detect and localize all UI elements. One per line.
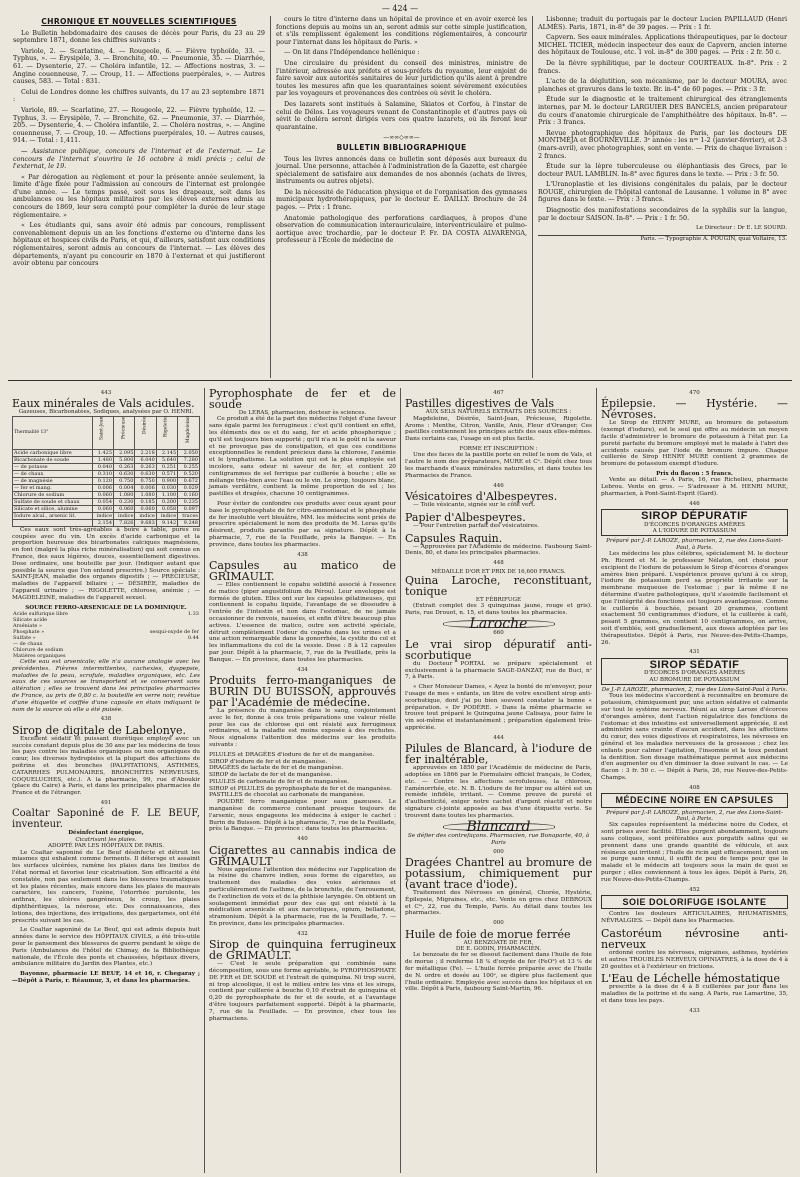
ad-number: 470 [689, 390, 700, 396]
ad-subtitle: FORME ET INSCRIPTION : [459, 446, 538, 452]
ad-text: — C'est le seule préparation qui combinée sans décomposition, sous une forme agréable, le PYROPHOSPHATE DE FER et DE SOUDE et l'extrait de quinquina. Ni trop sucré, ni trop alcoolique, il est le milieu entre les vins et les sirops, contient par cuillerée à bouche 0,10 d'extrait de quinquina et 0,20 de pyrophosphate de fer et de soude, et a l'avantage d'être toujours parfaitement supporté. Dépôt à la pharmacie, 7, rue de la Feuillade. — En province, chez tous les pharmaciens. [209, 961, 396, 1022]
ad-subtitle: Gazeuses, Bicarbonatées, Sodiques, analysées par O. HENRI. [18, 409, 194, 416]
bibliography-item: De la nécessité de l'éducation physique et de l'organisation des gymnases municipaux hydrothérapiques, par le docteur E. DAILLY. Brochure de 24 pages. — Prix : 1 franc. [276, 187, 527, 212]
ad-number: 446 [689, 500, 700, 507]
ad-subtitle: Préparé par J.-P. LAROZE, pharmacien, 2, rue des Lions-Saint-Paul, à Paris. [606, 809, 783, 822]
table-cell: 9.248 [178, 519, 200, 526]
ad-subtitle: ET FÉBRIFUGE [475, 597, 522, 603]
table-cell: Silicate acide [13, 616, 48, 623]
director-line: Le Directeur : Dr E. LE SOURD. [695, 225, 787, 232]
ad-text: Pour éviter de confondre ces produits avec ceux ayant pour base le pyrophosphate de fer citro-ammoniacal et le phosphate de fer insoluble vert bleuâtre, MM. les médecins sont priés de prescrire spécialement le nom des produits de M. Leras qu'ils désirent, produits garantis par sa signature. Dépôt à la pharmacie, 7, rue de la Feuillade, près la Banque. — En province, dans toutes les pharmacies. [209, 500, 396, 548]
ad-text: Ces eaux sont très-agréables à boire à table, pures ou coupées avec du vin. Un excès d'acide carbonique et la proportion heureuse des bicarbonates calciques magnésiens, en font (malgré la plus riche minéralisation) qui soit connue en France, des eaux légères, douces, essentiellement digestives. Dose ordinaire, une bouteille par jour. (Indiquer autant que possible la source que l'on entend prescrire.) Source spéciale : SAINT-JEAN, maladie des organes digestifs ; — PRÉCIEUSE, maladies de l'appareil biliaire ; — DÉSIRÉE, maladies de l'appareil urinaire ; — RIGOLETTE, chlorose, anémie ; — MAGDELEINE, maladies de l'appareil sexuel. [12, 526, 200, 601]
ad-title: Papier d'Albespeyres. [405, 510, 526, 524]
ad-number: 438 [297, 551, 308, 558]
table-cell: 0.006 [135, 484, 156, 491]
ad-text: POUDRE ferro manganique pour eaux gazeuses. Le manganèse de commerce contenant presque toujours de l'arsenic, nous engageons les médecins à exiger le cachet : Burin du Buisson. Dépôt à la pharmacie, 7, rue de la Feuillade, près la Banque. — En province : dans toutes les pharmacies. [209, 799, 396, 833]
table-cell: 9.142 [156, 519, 177, 526]
ad-text: approuvées en 1850 par l'Académie de médecine de Paris, adoptées en 1866 par le Formulaire officiel français, le Codex, etc. — Contre les affections scrofuleuses, la chlorose, l'aménorrhée, etc. N. B. L'iodure de fer impur ou altéré est un remède infidèle, irritant. — Comme preuve de pureté et d'authenticité, exiger notre cachet d'argent réactif et notre signature ci-jointe apposée au bas d'une étiquette verte. Se trouvent dans toutes les pharmacies. [405, 765, 592, 819]
column-header: Magdeleine [178, 416, 200, 449]
table-cell: 9.683 [135, 519, 156, 526]
table-cell: 0.185 [135, 498, 156, 505]
table-cell: 0.040 [92, 463, 113, 470]
bibliography-item: Lisbonne; traduit du portugais par le docteur Lucien PAPILLAUD (Henri ALMÈS). Paris, 1871, in-8° de 39 pages. — Prix : 1 fr. [538, 16, 787, 31]
table-cell: 0.120 [92, 477, 113, 484]
table-cell: Chlorure de sodium [13, 491, 93, 498]
table-cell: indice [156, 512, 177, 519]
table-cell: — de magnésie [13, 477, 93, 484]
ad-title: Coaltar Saponiné de F. LE BEUF, inventeur. [12, 808, 200, 831]
chronicle-heading: CHRONIQUE ET NOUVELLES SCIENTIFIQUES [41, 17, 237, 26]
ad-text: Se défier des contrefaçons. Pharmacien, rue Bonaparte, 40, à Paris [407, 832, 590, 846]
table-cell: 2.145 [156, 449, 177, 456]
table-cell: 1.33 [187, 610, 199, 617]
ad-title: Pastilles digestives de Vals [405, 397, 554, 411]
table-cell: Sulfate de soude et chaux [13, 498, 93, 505]
bibliography-item: L'acte de la déglutition, son mécanisme, par le docteur MOURA, avec planches et gravures dans le texte. Br. in-4° de 60 pages. — Prix : 3 fr. [538, 77, 787, 93]
ad-title: Eaux minérales de Vals acidules. [12, 397, 195, 411]
bibliography-item: Revue photographique des hôpitaux de Paris, par les docteurs DE MONTMÉJA et BOURNEVILLE. 3ᵉ année : les nᵒˢ 1-2 (janvier-février), et 2-3 (mars-avril), avec photographies, sont en vente. — Prix de chaque livraison : 2 francs. [538, 128, 787, 160]
table-cell: 2.154 [92, 519, 113, 526]
table-cell: 0.672 [178, 477, 200, 484]
chronicle-paragraph: « Les étudiants qui, sans avoir été admis par concours, remplissent convenablement depuis un an les fonctions d'externe ou d'interne dans les hôpitaux et hospices civils de Paris, et qui, d'ailleurs, satisfont aux conditions réglementaires, seront admis au concours de l'internat. — Les élèves des départements, n'ayant pu concourir en 1870 à l'externat et qui justifieront avoir obtenu par concours [13, 221, 265, 268]
table-cell: 0.900 [156, 477, 177, 484]
news-column [270, 16, 532, 378]
ad-title: Le vrai sirop dépuratif anti-scorbutique [405, 637, 592, 662]
signature-laroche: Laroche [443, 620, 555, 628]
ad-address: Bayonne, pharmacie LE BEUF, 14 et 16, r. Chegaray ; —Dépôt à Paris, r. Réaumur, 3, et dans les pharmacies. [12, 971, 200, 984]
ad-text: Vente au détail. — A Paris, 16, rue Richelieu, pharmacie Lebrou. Vente en gros. — S'adresser à M. HENRI MURE, pharmacien, à Pont-Saint-Esprit (Gard). [601, 477, 788, 497]
ad-text: — Approuvées par l'Académie de médecine. Faubourg Saint-Denis, 80, et dans les principales pharmacies. [405, 543, 592, 557]
chronicle-column [8, 16, 270, 378]
ad-number: 452 [689, 886, 700, 893]
ad-text: Le benzoate de fer se dissout facilement dans l'huile de foie de morue ; il renferme 18 ℅ d'oxyde de fer (FeO²) et 13 ℅ de fer métallique (Fe). — L'huile ferrée préparée avec de l'huile de N. ordre et dosée au 100ᵉ, se digère plus facilement que l'huile ordinaire. Employée avec succès dans les hôpitaux et en ville. Dépôt à Paris, faubourg Saint-Martin, 96. [405, 952, 592, 993]
table-cell: 0.060 [92, 491, 113, 498]
news-paragraph: Des lazarets sont institués à Salamine, Skiatos et Corfou, à l'instar de celui de Délos. Les voyageurs venant de Constantinople et d'autres pays où sévit le choléra seront dirigés vers ces quatre lazarets, où ils feront leur quarantaine. [276, 99, 527, 131]
ad-title: Sirop de digitale de Labelonye. [12, 723, 187, 737]
ad-title: Produits ferro-manganiques de BURIN DU BUISSON, approuvés par l'Académie de médecine. [209, 673, 396, 709]
table-cell: 2.095 [114, 449, 135, 456]
table-cell: — de chaux [13, 470, 93, 477]
ad-text: — Toile vésicante, signée sur le côté vert. [413, 502, 536, 508]
ad-number: 467 [493, 390, 504, 396]
ornament-divider: —∞∞◇∞∞— [383, 134, 420, 142]
ad-text: « Cher Monsieur Dames, « Ayez la bonté de m'envoyer, pour l'usage de mes « enfants, un litre de votre excellent sirop anti-scorbutique, dont j'ai pu bien souvent constater la bonne « préparation. « Dr PODÉRE. » Dans la même pharmacie se trouve tout préparé le Quinquina jaune Calisaya, pour faire le vin soi-même et instantanément ; préparation également très-appréciée. [405, 684, 592, 731]
table-cell: 0.060 [135, 505, 156, 512]
table-cell: 0.097 [178, 505, 200, 512]
ad-text: Le Coaltar saponiné de Le Beuf, qui est admis depuis huit années dans le service des HÔPITAUX CIVILS, a été très-utile pour le pansement des blessures de guerre pendant le siège de Paris (Ambulances de l'hôtel de Chimay, de la Bibliothèque nationale, de l'École des ponts et chaussées, hôpitaux divers, ambulance militaire du Jardin des Plantes, etc.) [12, 927, 200, 968]
ad-subtitle: AUX SELS NATURELS EXTRAITS DES SOURCES : [425, 409, 572, 416]
ad-text: Contre les douleurs ARTICULAIRES, RHUMATISMES, NÉVRALGIES. — Dépôt dans les Pharmacies. [601, 911, 788, 925]
table-row [13, 463, 200, 470]
table-cell: 0.235 [178, 498, 200, 505]
table-cell: 0.054 [92, 498, 113, 505]
ad-number: 660 [493, 630, 504, 637]
ad-text: La présence du manganèse dans le sang, conjointement avec le fer, donne à ces trois préparations une valeur réelle pour les cas de chlorose qui ont résisté aux ferrugineux ordinaires, et la maladie est moins exposée à des rechutes. Nous signalons l'attention des médecins sur les produits suivants : [209, 707, 396, 748]
signature-blancard: Blancard [443, 823, 555, 831]
ad-number: 433 [689, 1007, 700, 1014]
table-cell: 0.263 [114, 463, 135, 470]
ad-subtitle: MÉDAILLE D'OR ET PRIX DE 16,600 FRANCS. [431, 568, 566, 575]
column-header: Saint-Jean [92, 416, 113, 449]
ad-subtitle: De J.-P. LAROZE, pharmacien, 2, rue des Lions-Saint-Paul à Paris. [601, 687, 788, 693]
ad-text: — Pour l'entretien parfait des vésicatoires. [413, 522, 539, 529]
chronicle-paragraph: « Par dérogation au règlement et pour la présente année seulement, la limite d'âge fixée pour l'admission au concours de l'internat est prolongée d'une année. — Le temps passé, soit sous les drapeaux, soit dans les ambulances ou les hôpitaux militaires par les élèves externes admis au concours de 1869, leur sera compté pour compléter la durée de leur stage réglementaire. » [13, 172, 265, 219]
advertisements-section [8, 388, 792, 1173]
ad-title: MÉDECINE NOIRE EN CAPSULES [615, 795, 774, 806]
ad-title: Pyrophosphate de fer et de soude [209, 388, 396, 411]
table-cell: 1.080 [114, 491, 135, 498]
table-cell: 2.218 [135, 449, 156, 456]
ad-text: Traitement des Névroses en général, Chorée, Hystérie, Épilepsie, Migraines, etc., etc. Vente en gros chez DEBROUX et Cⁱᵉ, 22, rue du Temple, Paris. Au détail dans toutes les pharmacies. [405, 889, 592, 917]
ad-title: Capsules au matico de GRIMAULT. [209, 558, 396, 583]
table-cell: Arséniate » [13, 622, 42, 629]
table-row [13, 456, 200, 463]
table-cell: 0.255 [178, 463, 200, 470]
sirop-sedatif-box [601, 658, 788, 685]
ad-title: Dragées Chantrel au bromure de potassium, chimiquement pur (avant trace d'iode). [405, 855, 592, 891]
list-item: PASTILLES de chocolat au carbonate de manganèse. [209, 792, 365, 799]
ad-column-3 [400, 388, 596, 1173]
ad-subtitle: D'ÉCORCES D'ORANGES AMÈRES [643, 670, 746, 677]
ad-subtitle: Désinfectant énergique, [68, 830, 144, 837]
ad-text: Les médecins les plus célèbres, spécialement M. le docteur Ph. Ricord et M. le professeur Nélaton, ont choisi pour excipient de l'iodure de potassium le Sirop d'écorces d'oranges amères bien préparé. L'expérience prouve qu'uni à ce sirop, l'iodure de potassium perd sa propriété irritante sur la membrane muqueuse de l'estomac ; par là même il ne détermine d'autre pathologiques, qu'il s'assimile facilement et que l'intégrité des fonctions est toujours avantageuse. Comme le cuillerée à bouchée, pesant 20 grammes, contient exactement 50 centigrammes d'iodure, et la cuillerée à café, pesant 5 grammes, en contient 10 centigrammes, on arrive, soit d'emblée, soit graduellement, aux doses adoptées par les thérapeutistes. Dépôt à Paris, rue Neuve-des-Petits-Champs, 26. [601, 551, 788, 646]
medecine-noire-box [601, 793, 788, 807]
ad-text: Six capsules représentent la médecine noire du Codex, et sont prises avec facilité. Elles purgent abondamment, toujours sans coliques, sont préférables aux purgatifs salins qui se prennent dans une grande quantité de véhicule, et aux résineux qui irritent ; l'huile de ricin agit efficacement, dont on se purge sans ennui, il suffit de peu de temps pour que le malade et le médecin ait toujours sous la main de quoi se purger ; elles conviennent à tous les âges. Dépôt à Paris, 26, rue Neuve-des-Petits-Champs. [601, 822, 788, 883]
table-cell: indice [114, 512, 135, 519]
news-paragraph: Une circulaire du président du conseil des ministres, ministre de l'intérieur, adressée aux préfets et sous-préfets du royaume, leur enjoint de faire savoir aux autorités sanitaires de leur juridiction qu'ils aient à prendre toutes les mesures afin que les quarantaines soient sévèrement exécutées par les voyageurs et provenances des contrées où sévit le choléra. [276, 58, 527, 98]
table-cell: 0.004 [114, 484, 135, 491]
section-divider [8, 380, 792, 381]
ad-number: 432 [297, 930, 308, 937]
ad-title: Pilules de Blancard, à l'iodure de fer inaltérable, [405, 742, 592, 767]
ad-number: 438 [100, 716, 112, 723]
bibliography-heading: BULLETIN BIBLIOGRAPHIQUE [336, 142, 467, 152]
ad-subtitle: AU BROMURE DE POTASSIUM [649, 676, 740, 683]
list-item: SIROP de lactate de fer et de manganèse. [209, 772, 333, 779]
ad-number: 431 [689, 649, 700, 656]
news-paragraph: cours le titre d'interne dans un hôpital de province et en avoir exercé les fonctions depuis au moins un an, seront admis sur cette simple justification, et s'ils remplissent également les conditions réglementaires, à concourir pour l'internat dans les hôpitaux de Paris. » [276, 16, 527, 46]
ad-text: Ce produit a été de la part des médecins l'objet d'une faveur sans égale parmi les ferrugineux : c'est qu'il contient en effet, les éléments des os et du sang, fer et acide phosphorique ; qu'il est toujours bien supporté ; qu'il n'a ni le goût ni la saveur et ne provoque pas de constipation, et que ces conditions exceptionnelles le rendent précieux dans la chlorose, l'anémie et le lymphatisme. La solution qui est la plus employée est incolore, sans odeur ni saveur de fer, et contient 20 centigrammes de sel ferrique par cuillerée à bouche ; elle se mélange très-bien avec l'eau ou le vin. Le sirop, toujours blanc, jamais verdâtre, contient la même proportion de sel ; les pastilles et dragées, chacune 10 centigrammes. [209, 416, 396, 498]
table-cell: 1.425 [92, 449, 113, 456]
ad-subtitle: D'ÉCORCES D'ORANGES AMÈRES [643, 521, 746, 528]
ad-title: L'Eau de Léchelle hémostatique [601, 972, 781, 986]
table-cell: Bicarbonate de soude [13, 456, 93, 463]
table-cell: 0.030 [156, 484, 177, 491]
ad-text: ordonné contre les névroses, migraines, asthmes, hystéries et autres TROUBLES NERVEUX OPINIATRES, à la dose de 4 à 20 gouttes et à l'extérieur en frictions. [601, 949, 788, 970]
ad-subtitle: SOURCE FERRO-ARSENICALE DE LA DOMINIQUE. [25, 604, 187, 611]
ad-text: Magdeleine, Désirée, Saint-Jean, Précieuse, Rigolette. Aroms : Menthe, Citron, Vanille, Anis, Fleur d'Oranger. Ces pastilles contiennent les principes actifs des eaux elles-mêmes. Dans certains cas, l'usage en est plus facile. [405, 415, 592, 443]
table-cell: Iodure alcal., arsenic lit. [13, 512, 93, 519]
bibliography-item: Étude sur la lèpre tuberculeuse ou éléphantiasis des Grecs, par le docteur PAUL LAMBLIN. In-8° avec figures dans le texte. — Prix : 3 fr. 50. [538, 162, 787, 178]
ad-number: 434 [297, 666, 308, 673]
ad-text: Excellent sédatif et puissant diurétique employé avec un succès constant depuis plus de 30 ans par les médecins de tous les pays contre les maladies organiques ou non organiques du cœur, les diverses hydropisies et la plupart des affections de poitrine et des bronches (PALPITATIONS, ASTHMES, CATARRHES PULMONAIRES, BRONCHITES NERVEUSES, COQUELUCHES, etc.). A la pharmacie, 99, rue d'Aboukir (place du Caire) à Paris, et dans les principales pharmacies de France et de l'étranger. [12, 735, 200, 797]
ad-subtitle: ADOPTÉ PAR LES HÔPITAUX DE PARIS. [48, 843, 164, 850]
dominique-table [12, 611, 200, 659]
chronicle-paragraph: Variole, 2. — Scarlatine, 4. — Rougeole, 6. — Fièvre typhoïde, 33. — Typhus, ». — Érysipèle, 3. — Bronchite, 40. — Pneumonie, 35. — Diarrhée, 61. — Dysenterie, 27. — Choléra infantile, 12. — Affections nostras, 3. — Angine couenneuse, 7. — Croup, 11. — Affections puerpérales, ». — Autres causes, 583. — Total : 831. [13, 46, 265, 86]
table-cell: 0.520 [178, 470, 200, 477]
table-cell: traces [178, 512, 200, 519]
ad-subtitle: De LERAS, pharmacien, docteur ès sciences. [238, 410, 367, 416]
table-cell: 0.200 [156, 498, 177, 505]
ad-text: — Elles contiennent le copahu solidifié associé à l'essence de matico (piper angustifolium du Pérou). Leur enveloppe est formée de gluten. Elles ont sur les capsules gélatineuses, qui contiennent le copahu liquide, l'avantage de se dissoudre à l'entrée de l'intestin et non dans l'estomac, de ne jamais occasionner de renvois, nausées, et enfin d'être beaucoup plus actives. L'essence de matico, outre son activité spéciale, détruit complètement l'odeur du copahu dans les urines et a une action remarquable dans la gonorrhée, la cystite du col et les inflammations du col de la vessie. Dose : 8 à 12 capsules par jour. Dépôt à la pharmacie, 7, rue de la Feuillade, près la Banque. — En province, dans toutes les pharmacies. [209, 581, 396, 663]
ad-text: Le Sirop de HENRY MURE, au bromure de potassium (exempt d'iodure), est le seul qui offre au médecin un moyen facile d'administrer le bromure de potassium à l'état pur. La pureté parfaite du bromure employé met le malade à l'abri des accidents causés par l'iode de bromure impure. Chaque cuillerée de Sirop HENRY MURE contient 2 grammes de bromure de potassium exempt d'iodure. [601, 420, 788, 468]
ad-text: Nous appelons l'attention des médecins sur l'application de la résine du chanvre indien, sous forme de cigarettes, au traitement des maladies des voies aériennes et particulièrement de l'asthme, de la bronchite, de l'enrouement, de l'extinction de voix et de la phthisie laryngée. On obtient un soulagement immédiat pour des cas qui ont résisté à la médication arsenicale et aux narcotiques, opium, belladone, stramonium. Dépôt à la pharmacie, rue de la Feuillade, 7. — En province, dans les principales pharmacies. [209, 866, 396, 928]
ad-title: Sirop de quinquina ferrugineux de GRIMAULT. [209, 938, 396, 963]
ad-column-4 [596, 388, 792, 1173]
ad-text: du Docteur PORTAL se prépare spécialement et exclusivement à la pharmacie SAGE-DANZAT, rue de Buci, nᵒ 7, à Paris. [405, 660, 592, 681]
table-row [13, 512, 200, 519]
table-cell: Sulfate » [13, 634, 36, 641]
table-cell: 0.006 [92, 484, 113, 491]
table-cell: 0.310 [92, 470, 113, 477]
ad-number: 444 [493, 734, 504, 741]
table-cell: Phosphate » [13, 628, 45, 635]
table-row [13, 505, 200, 512]
product-list [209, 752, 396, 800]
ad-column-2 [204, 388, 400, 1173]
column-header: Précieuse [114, 416, 135, 449]
ad-number: 446 [493, 482, 504, 489]
soie-box [601, 895, 788, 909]
column-header: Désirée [135, 416, 156, 449]
list-item: DRAGÉES de lactate de fer et de manganèse. [209, 765, 344, 772]
page-number: — 424 — [381, 4, 419, 13]
table-cell: 0.44 [187, 634, 199, 641]
bibliography-item: Anatomie pathologique des perforations cardiaques, à propos d'une observation de communication interauriculaire, interventriculaire et pulmo-aortique avec trochardie, par le docteur P. Fr. DA COSTA ALVARENGA, professeur à l'École de médecine de [276, 213, 527, 245]
column-header: Thermalité 13° [13, 416, 93, 449]
news-paragraph: — On lit dans l'Indépendance hellénique : [284, 48, 420, 57]
table-cell: 0.630 [135, 470, 156, 477]
ad-subtitle: AU BENZOATE DE FER, [463, 939, 534, 946]
ad-number: 443 [100, 390, 112, 396]
ad-subtitle: Cicatrisant les plaies. [75, 836, 137, 843]
ad-text: prescrite à la dose de 4 à 8 cuillerées par jour dans les maladies de la poitrine et du sang. A Paris, rue Lamartine, 35, et dans tous les pays. [601, 984, 788, 1004]
list-item: SIROP d'iodure de fer et de manganèse. [209, 758, 328, 765]
bibliography-item: Diagnostic des manifestations secondaires de la syphilis sur la langue, par le docteur SAISON. In-8°. — Prix : 1 fr. 50. [538, 206, 787, 222]
table-cell: 2.050 [178, 449, 200, 456]
table-cell: 0.251 [156, 463, 177, 470]
chronicle-paragraph: Celui de Londres donne les chiffres suivants, du 17 au 23 septembre 1871 : [13, 87, 265, 104]
table-cell: — de chaux [13, 640, 43, 647]
table-cell: 0.058 [156, 505, 177, 512]
chronicle-paragraph: Le Bulletin hebdomadaire des causes de décès pour Paris, du 23 au 29 septembre 1871, donne les chiffres suivants : [13, 28, 265, 45]
table-cell: 1.100 [156, 491, 177, 498]
ad-title: Huile de foie de morue ferrée [405, 927, 571, 941]
ad-text: (Extrait complet des 3 quinquinas jaune, rouge et gris). Paris, rue Drouot, n. 15, et dans toutes les pharmacies. [405, 603, 592, 617]
table-header-row [13, 416, 200, 449]
ad-column-1 [8, 388, 204, 1173]
table-cell: — de potasse [13, 463, 93, 470]
ad-number: 000 [493, 920, 504, 927]
table-cell: — fer et mang. [13, 484, 93, 491]
table-cell: 6.040 [135, 456, 156, 463]
ad-text: Tous les médecins s'accordent à reconnaître en bromure de potassium, chimiquement pur, une action sédative et calmante sur tout le système nerveux. Réuni au sirop Laroze d'écorces d'oranges amères, dont l'action régulatrice des fonctions de l'estomac et des intestins est universellement appréciée, il est administré sans crainte d'aucun accident, dans les affections du cœur, des voies digestives et respiratoires, les névroses en général et les maladies nerveuses de la grossesse ; chez les enfants pour calmer l'agitation, l'insomnie et la toux pendant la dentition. Son dosage mathématique permet aux médecins d'en augmenter ou d'en diminuer la dose suivant le cas. — Le flacon : 3 fr. 50 c. — Dépôt à Paris, 26, rue Neuve-des-Petits-Champs. [601, 693, 788, 781]
table-cell: 5.640 [156, 456, 177, 463]
table-cell: Chlorure de sodium [13, 646, 64, 653]
printer-line: Paris. — Typographie A. POUGIN, quai Voltaire, 13. [538, 235, 787, 244]
table-cell: 0.160 [178, 491, 200, 498]
ad-title: Vésicatoires d'Albespeyres. [405, 490, 558, 503]
table-cell: 1.480 [92, 456, 113, 463]
ad-price: Prix du flacon : 5 francs. [656, 470, 733, 477]
chronicle-paragraph: — Assistance publique, concours de l'internat et de l'externat. — Le concours de l'internat s'ouvrira le 16 octobre à midi précis ; celui de l'externat, le 19. [13, 146, 265, 171]
ad-title: SIROP SÉDATIF [649, 658, 740, 671]
bibliography-item: De la fièvre syphilitique, par le docteur COURTEAUX. In-8°. Prix : 2 francs. [538, 58, 787, 75]
ad-text: Le Coaltar saponiné de Le Beuf désinfecte et détruit les miasmes qui exhalent comme ferments. Il détersge et assainit les surfaces ulcérées, ramène les plaies dans les limites de l'état normal et favorise leur cicatrisation. Son efficacité a été constatée, non pas seulement dans les blessures traumatiques et les plaies récentes, mais encore dans les plaies de mauvais caractère, les cancers, l'ozène, l'otorrhée purulente, les anthrax, les ulcères gangréneux, le croup, les plaies diphthéritiques, la néerose, etc. Des connaissances, des lotions, des injections, des irrigations, des gargarismes, ont été prescrits suivant les cas. [12, 849, 200, 924]
ad-title: SIROP DÉPURATIF [641, 510, 748, 523]
table-row [13, 484, 200, 491]
analysis-table [12, 416, 200, 527]
ad-title: Cigarettes au cannabis indica de GRIMAULT [209, 843, 396, 868]
table-cell: 0.230 [114, 498, 135, 505]
ad-title: Quina Laroche, reconstituant, tonique [405, 574, 592, 598]
ad-number: 440 [297, 836, 308, 843]
table-cell: Acide carbonique libre [13, 449, 93, 456]
column-header: Rigolette [156, 416, 177, 449]
table-cell: 0.630 [114, 470, 135, 477]
ad-subtitle: Préparé par J.-P. LAROZE, pharmacien, 2, rue des Lions-Saint-Paul, à Paris. [606, 538, 783, 551]
table-row [13, 491, 200, 498]
list-item: SIROP et PILULES de pyrophosphate de fer et de manganèse. [209, 785, 392, 792]
table-cell: indice [135, 512, 156, 519]
ad-number: 000 [493, 848, 504, 855]
ad-title: Épilepsie. — Hystérie. — Névroses. [601, 397, 788, 422]
table-cell: sesqui-oxyde de fer [149, 628, 199, 635]
chronicle-paragraph: Variole, 89. — Scarlatine, 27. — Rougeole, 22. — Fièvre typhoïde, 12. — Typhus, 3. — Érysipèle, 7. — Bronchite, 62. — Pneumonie, 37. — Diarrhée, 205. — Dysenterie, 4. — Choléra infantile, 2. — Choléra nostras, ». — Angine couenneuse, 7. — Croup, 10. — Affections puerpérales, 10. — Autres causes, 914. — Total : 1,411. [13, 105, 265, 145]
table-cell: 0.750 [135, 477, 156, 484]
ad-title: Castoréum névrosine anti-nerveux [601, 926, 788, 951]
table-cell: 5.800 [114, 456, 135, 463]
ad-number: 448 [493, 560, 504, 567]
ad-text: Une des faces de la pastille porte en relief le nom de Vals, et l'autre le nom des préparateurs, MURE et Cᵉ. Dépôt chez tous les marchands d'eaux minérales naturelles, et dans toutes les Pharmacies de France. [405, 452, 592, 479]
ad-subtitle: DE E. GODIN, PHARMACIEN. [455, 945, 542, 952]
table-cell: 0.060 [92, 505, 113, 512]
table-cell [13, 519, 93, 526]
bibliography-item: L'Uranoplastie et les divisions congénitales du palais, par le docteur ROUGE, chirurgien de l'hôpital cantonal de Lausanne. 1 volume in 8° avec figures dans le texte. — Prix : 3 francs. [538, 180, 787, 204]
ad-title: Capsules Raquin. [405, 531, 503, 545]
table-row [13, 498, 200, 505]
table-cell: 0.263 [135, 463, 156, 470]
bibliography-item: Étude sur le diagnostic et le traitement chirurgical des étranglements internes, par M. le docteur LARGUIER DES BANCELS, ancien préparateur du cours d'anatomie chirurgicale de l'amphithéâtre des hôpitaux. In-8°. — Prix : 3 francs. [538, 95, 787, 127]
ad-number: 408 [689, 784, 700, 791]
table-cell: 7.826 [114, 519, 135, 526]
ad-subtitle: A L'IODURE DE POTASSIUM [652, 528, 737, 534]
table-cell: Silicate et silice, alumine [13, 505, 93, 512]
bibliography-intro: Tous les livres annoncés dans ce bulletin sont déposés aux bureaux du journal. Une personne, attachée à l'administration de la Gazette, est chargée spécialement de satisfaire aux demandes de nos abonnés (achats de livres, instruments ou autres objets). [276, 154, 527, 186]
table-cell: 7.280 [178, 456, 200, 463]
list-item: PILULES et DRAGÉES d'iodure de fer et de manganèse. [209, 751, 375, 758]
editorial-section [8, 16, 792, 378]
bibliography-column [532, 16, 792, 378]
ad-title: SOIE DOLORIFUGE ISOLANTE [622, 896, 767, 907]
table-cell: 0.029 [178, 484, 200, 491]
sirop-depuratif-box [601, 509, 788, 536]
table-total-row [13, 519, 200, 526]
table-cell: Acide sulfurique libre [13, 610, 68, 617]
ad-text: Cette eau est arsenicale; elle n'a aucune analogie avec les précédentes. Fièvres intermittentes, cachexies, dyspepsie, maladies de la peau, scrofule, maladies organiques, etc. Les eaux de ces sources se transportent et se conservent sans altération ; elles se trouvent dans les principales pharmacies de France, au prix de 0,80 c. la bouteille en verre noir, revêtue d'une étiquette et coiffée d'une capsule en étain indiquant le nom de la source où elle a été puisée. [12, 658, 200, 713]
table-cell: 1.080 [135, 491, 156, 498]
table-row [13, 477, 200, 484]
table-row [13, 449, 200, 456]
table-cell: 0.571 [156, 470, 177, 477]
table-row [13, 470, 200, 477]
table-cell: indice [92, 512, 113, 519]
table-cell: Matières organiques [13, 652, 66, 659]
ad-number: 491 [100, 799, 112, 806]
list-item: PILULES de carbonate de fer et de manganèse. [209, 778, 349, 785]
table-cell: 0.060 [114, 505, 135, 512]
bibliography-item: Capvern. Ses eaux minérales. Applications thérapeutiques, par le docteur MICHEL TICIER, médecin inspecteur des eaux de Capvern, ancien interne des hôpitaux de Toulouse, etc. 1 vol. in-8° de 300 pages. — Prix : 2 fr. 50 c. [538, 33, 787, 57]
table-cell: 0.750 [114, 477, 135, 484]
